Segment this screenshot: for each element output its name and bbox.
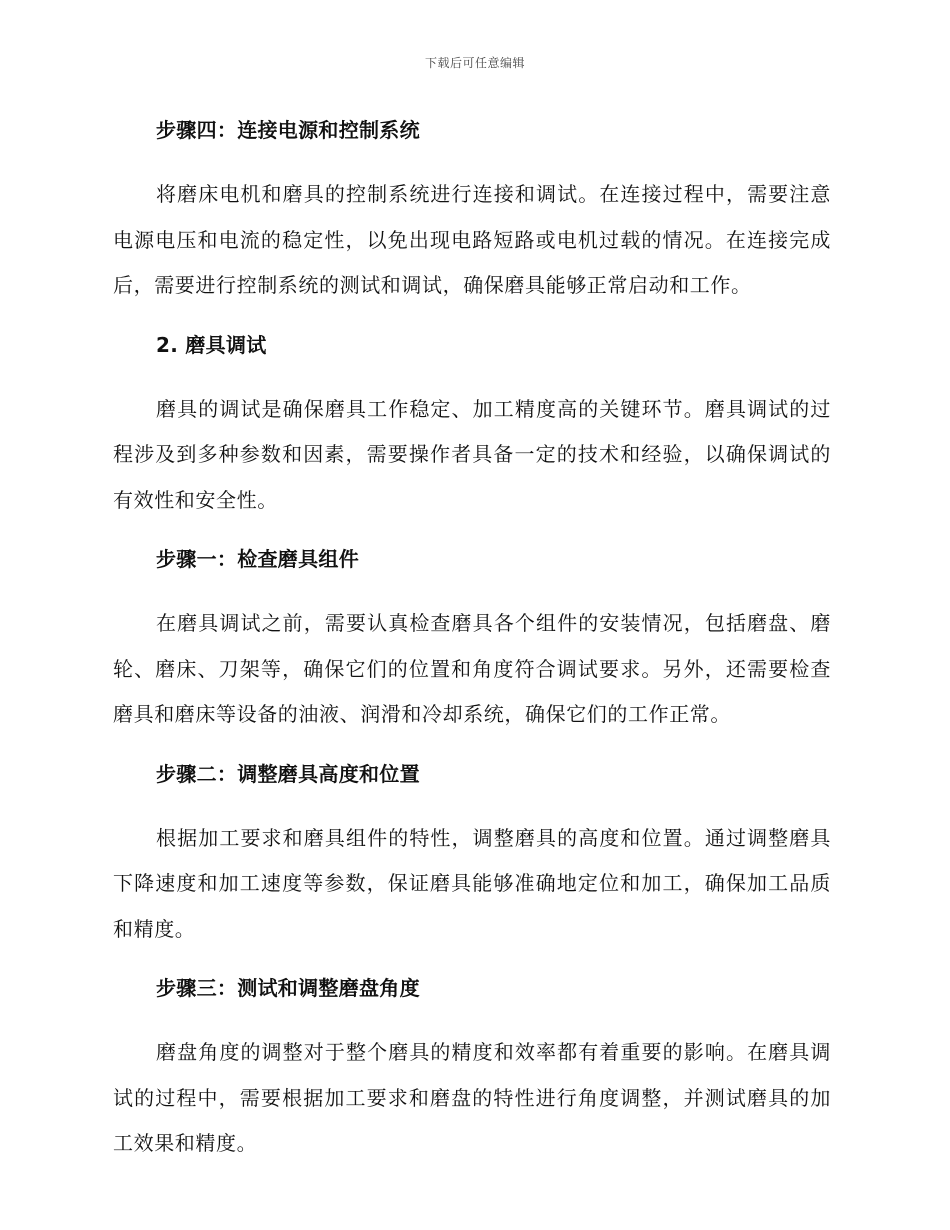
paragraph-adjust-height: 根据加工要求和磨具组件的特性，调整磨具的高度和位置。通过调整磨具下降速度和加工速度等参数，保证磨具能够准确地定位和加工，确保加工品质和精度。 <box>113 825 831 941</box>
paragraph-check-components: 在磨具调试之前，需要认真检查磨具各个组件的安装情况，包括磨盘、磨轮、磨床、刀架等，确保它们的位置和角度符合调试要求。另外，还需要检查磨具和磨床等设备的油液、润滑和冷却系统，确保它们的工作正常。 <box>113 611 831 726</box>
document-body <box>113 110 831 1167</box>
section-heading-step4: 步骤四：连接电源和控制系统 <box>156 118 420 142</box>
page-header: 下载后可任意编辑 <box>424 56 525 70</box>
paragraph-debugging-intro: 磨具的调试是确保磨具工作稳定、加工精度高的关键环节。磨具调试的过程涉及到多种参数和因素，需要操作者具备一定的技术和经验，以确保调试的有效性和安全性。 <box>113 396 831 512</box>
section-heading-step2: 步骤二：调整磨具高度和位置 <box>156 761 420 786</box>
paragraph-power-connection: 将磨床电机和磨具的控制系统进行连接和调试。在连接过程中，需要注意电源电压和电流的稳定性，以免出现电路短路或电机过载的情况。在连接完成后，需要进行控制系统的测试和调试，确保磨具能够正常启动和工作。 <box>113 182 831 297</box>
section-heading-step3: 步骤三：测试和调整磨盘角度 <box>156 976 420 1000</box>
section-heading-tool-debugging: 2. 磨具调试 <box>156 332 267 357</box>
section-heading-step1: 步骤一：检查磨具组件 <box>156 547 359 571</box>
paragraph-disc-angle: 磨盘角度的调整对于整个磨具的精度和效率都有着重要的影响。在磨具调试的过程中，需要根据加工要求和磨盘的特性进行角度调整，并测试磨具的加工效果和精度。 <box>113 1040 831 1155</box>
